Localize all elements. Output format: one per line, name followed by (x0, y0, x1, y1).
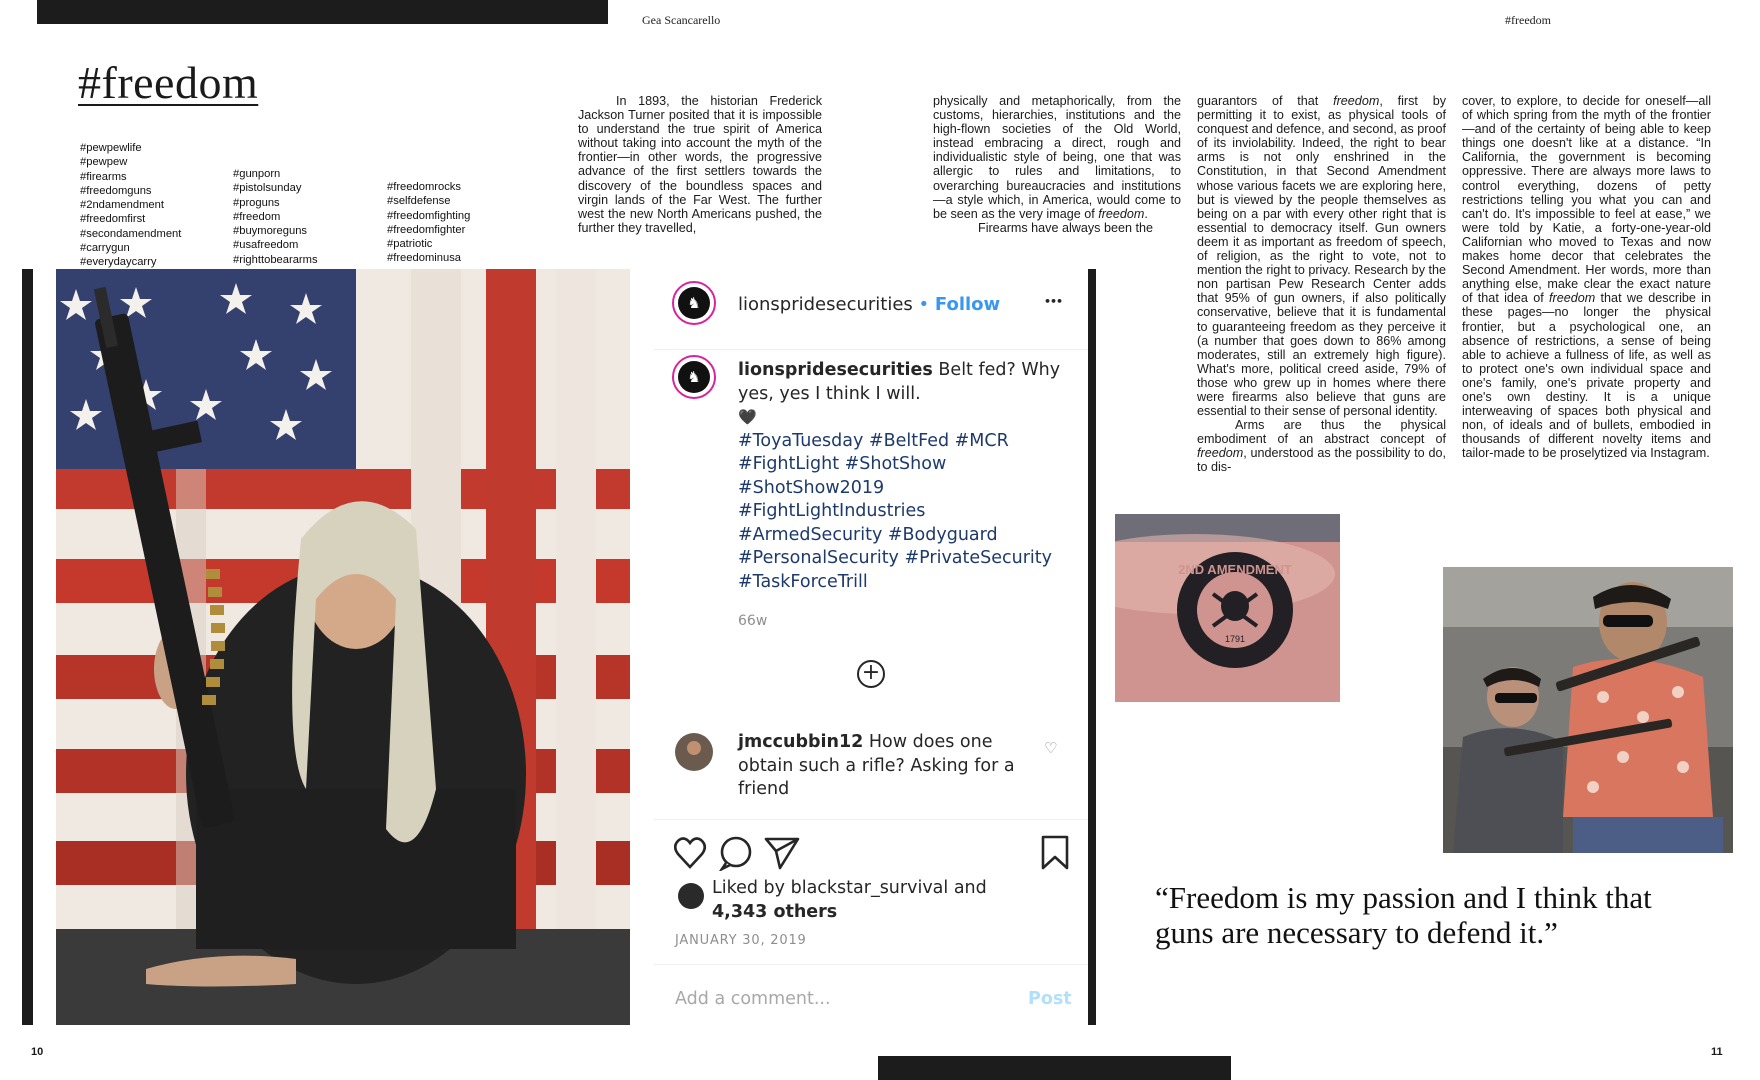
hashtag-item: #everydaycarry (80, 256, 157, 269)
caption-avatar[interactable] (672, 355, 716, 399)
hashtag-item: #freedomguns (80, 184, 152, 197)
hashtag-item: #freedomfirst (80, 213, 146, 226)
hashtag-item: #freedom (233, 210, 281, 223)
avatar[interactable] (672, 281, 716, 325)
center-rule (1088, 269, 1096, 1025)
shooting-photo (1443, 567, 1733, 853)
post-date: JANUARY 30, 2019 (675, 933, 807, 948)
liked-by-user[interactable]: blackstar_survival (790, 878, 949, 898)
article-paragraph: In 1893, the historian Frederick Jackson Turner posited that it is impossible to understand the true spirit of America without taking into account the myth of the frontier—in other words, the progressive advance of the first settlers towards the discovery of the boundless spaces and virgin lands of the Far West. The further west the new North Americans pushed, the further they travelled, (578, 94, 822, 235)
caption-body: Belt fed? Why yes, yes I think I will. (738, 360, 1061, 404)
article-paragraph: cover, to explore, to decide for oneself—all of which spring from the myth of the frontier—and of the certainty of being able to keep things one doesn't like at a distance. “In California, the government is becoming oppressive. There are always more laws to control everything, dozens of petty restrictions telling you what you can and can't do. It's impossible to feel at ease,” we were told by Katie, a forty-one-year-old Californian who moved to Texas and now makes home decor that celebrates the Second Amendment. Her words, more than anything else, make clear the exact nature of that idea of freedom that we describe in these pages—no longer the physical frontier, but a psychological one, an absence of restrictions, a sense of being able to achieve a fullness of life, as well as to protect one's own individual space and one's family, one's private property and one's own destiny. It is a unique interweaving of spaces both physical and non, of ideals and of bullets, embodied in thousands of different novelty items and tailor-made to be proselytized via Instagram. (1462, 94, 1711, 461)
post-header (654, 269, 1088, 350)
hashtag-item: #2ndamendment (80, 199, 164, 212)
hashtag-item: #firearms (80, 170, 127, 183)
share-paper-plane-icon[interactable] (766, 839, 798, 868)
header-author: Gea Scancarello (642, 13, 721, 27)
hashtag-item: #proguns (233, 196, 280, 209)
hashtag-item: #freedomfighting (387, 209, 471, 222)
hashtag-item: #pistolsunday (233, 182, 302, 195)
comment-text: How does one obtain such a rifle? Asking for a friend (738, 732, 1015, 799)
hashtag-item: #carrygun (80, 242, 130, 255)
more-options-icon[interactable]: ••• (1044, 295, 1063, 308)
hashtag-item: #usafreedom (233, 239, 299, 252)
hashtag-item: #freedominusa (387, 252, 462, 265)
article-paragraph: physically and metaphorically, from the customs, hierarchies, institutions and the high-flown societies of the Old World, instead embracing a direct, rough and individualistic style of being, one that was allergic to rules and limitations, to overarching bureaucracies and institutions—a style which, in America, would come to be seen as the very image of freedom. (933, 94, 1181, 221)
lion-logo-icon: ♞ (678, 361, 710, 393)
hashtag-item: #selfdefense (387, 195, 451, 208)
caption-hashtags (738, 430, 1078, 595)
caption-hashtag-line[interactable]: #TaskForceTrill (738, 571, 868, 592)
liked-others-count[interactable]: 4,343 others (712, 901, 838, 922)
hashtag-item: #secondamendment (80, 227, 182, 240)
page-number-left: 10 (31, 1046, 44, 1058)
hashtag-item: #freedomrocks (387, 181, 461, 193)
article-column-3 (1197, 94, 1446, 475)
liker-avatar[interactable] (678, 883, 704, 909)
lion-logo-icon: ♞ (678, 287, 710, 319)
top-bar (37, 0, 608, 24)
caption-hashtag-line[interactable]: #ShotShow2019 (738, 477, 885, 498)
actions-divider (654, 819, 1088, 820)
caption (738, 359, 1078, 634)
hashtag-item: #righttobeararms (233, 253, 318, 266)
dot-separator: • (918, 294, 930, 315)
article-paragraph: guarantors of that freedom, first by permitting it to exist, as physical tools of conquest and defence, and second, as proof of its inviolability. Indeed, the right to bear arms is not only enshrined in the Constitution, in that Second Amendment whose various facets we are exploring here, but is viewed by the people themselves as being on a par with every other right that is essential to democracy itself. Gun owners deem it as important as freedom of speech, of religion, as the right to vote, not to mention the right to privacy. Research by the non partisan Pew Research Center adds that 95% of gun owners, if also politically conservative, believe that it is fundamental to guaranteeing freedom as they perceive it (a number that goes down to 86% among moderates, still an extremely high figure). What's more, political creed aside, 79% of those who grew up in homes where there were firearms also believe that guns are essential to their sense of personal identity. (1197, 94, 1446, 419)
article-column-4 (1462, 94, 1711, 460)
tattoo-ring-text: 2ND AMENDMENT (1178, 562, 1292, 577)
comment (738, 731, 1028, 802)
face-shape (687, 741, 701, 755)
post-comment-button[interactable]: Post (1028, 989, 1072, 1009)
caption-text (738, 359, 1078, 406)
article-paragraph: Arms are thus the physical embodiment of an abstract concept of freedom, understood as the possibility to do, to dis- (1197, 418, 1446, 475)
commenter-avatar[interactable] (675, 733, 713, 771)
caption-hashtag-line[interactable]: #ToyaTuesday #BeltFed #MCR (738, 430, 1009, 451)
action-icons (674, 835, 814, 871)
page-title: #freedom (78, 57, 259, 108)
article-column-2 (933, 94, 1181, 235)
hashtag-item: #patriotic (387, 238, 433, 251)
tattoo-year: 1791 (1224, 634, 1246, 644)
article-paragraph: Firearms have always been the (978, 220, 1153, 235)
add-comment-input[interactable]: Add a comment... (675, 989, 831, 1009)
caption-hashtag-line[interactable]: #PersonalSecurity #PrivateSecurity (738, 548, 1053, 568)
caption-hashtag-line[interactable]: #FightLightIndustries (738, 501, 926, 521)
post-username-row (738, 294, 1000, 315)
hashtag-column-2 (233, 167, 318, 267)
caption-hashtag-line[interactable]: #FightLight #ShotShow (738, 454, 947, 474)
instagram-post (654, 269, 1088, 1025)
hashtag-item: #buymoreguns (233, 225, 308, 238)
hashtag-item: #gunporn (233, 168, 281, 180)
header-section: #freedom (1505, 13, 1551, 27)
main-photo (56, 269, 630, 1025)
liked-and: and (948, 878, 987, 898)
hashtag-column-3 (387, 180, 470, 266)
save-bookmark-icon[interactable] (1040, 835, 1070, 871)
hashtag-item: #freedomfighter (387, 223, 466, 236)
article-column-1 (578, 94, 822, 235)
follow-button[interactable]: Follow (934, 294, 1001, 315)
likes-summary (712, 877, 987, 924)
caption-hashtag-line[interactable]: #ArmedSecurity #Bodyguard (738, 524, 998, 545)
comment-bubble-icon[interactable] (722, 838, 750, 869)
caption-username[interactable]: lionspridesecurities (738, 360, 933, 380)
page-number-right: 11 (1711, 1046, 1723, 1058)
comment-like-heart-icon[interactable]: ♡ (1044, 739, 1058, 757)
comment-username[interactable]: jmccubbin12 (738, 732, 864, 752)
post-username[interactable]: lionspridesecurities (738, 294, 913, 315)
post-age: 66w (738, 613, 768, 629)
black-heart-emoji: 🖤 (738, 408, 757, 426)
input-divider (654, 964, 1088, 965)
pull-quote: “Freedom is my passion and I think that guns are necessary to defend it.” (1155, 880, 1652, 950)
second-amendment-tattoo-image (1115, 514, 1340, 702)
left-rule (22, 269, 33, 1025)
like-heart-icon[interactable] (675, 839, 705, 867)
bottom-bar (878, 1056, 1231, 1080)
hashtag-item: #pewpewlife (80, 142, 142, 154)
load-more-comments-icon[interactable]: + (857, 660, 885, 688)
man-and-boy-with-guns-image (1443, 567, 1733, 853)
tattoo-photo (1115, 514, 1340, 702)
woman-with-rifle-image (56, 269, 630, 1025)
hashtag-item: #pewpew (80, 156, 128, 169)
hashtag-column-1 (80, 141, 181, 270)
liked-by-prefix: Liked by (712, 878, 791, 898)
